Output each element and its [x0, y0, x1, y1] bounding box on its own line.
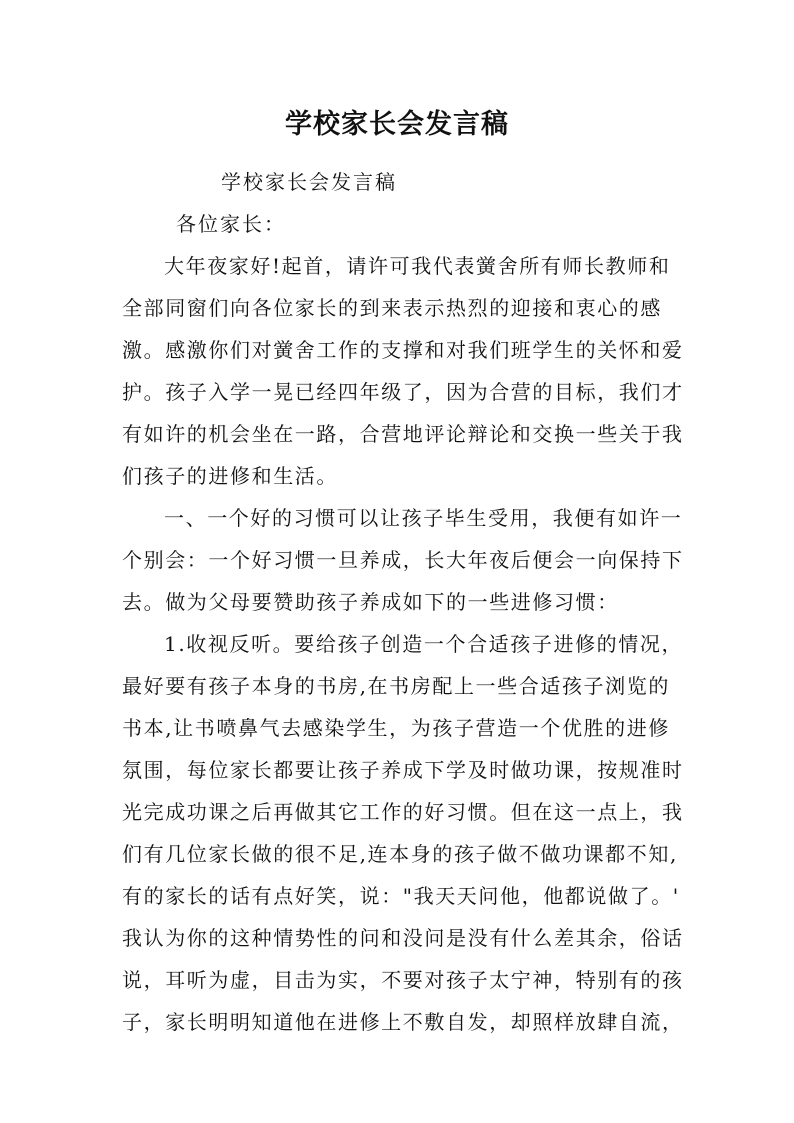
body-line: 激。感激你们对黉舍工作的支撑和对我们班学生的关怀和爱 [122, 338, 684, 362]
body-line: 氛围，每位家长都要让孩子养成下学及时做功课，按规准时 [122, 758, 684, 782]
body-line: 书本,让书喷鼻气去感染学生，为孩子营造一个优胜的进修 [122, 716, 670, 740]
body-line: 们有几位家长做的很不足,连本身的孩子做不做功课都不知, [122, 842, 678, 866]
body-line: 去。做为父母要赞助孩子养成如下的一些进修习惯： [122, 590, 619, 614]
document-subtitle: 学校家长会发言稿 [221, 170, 397, 194]
body-line: 大年夜家好!起首，请许可我代表黉舍所有师长教师和 [164, 254, 671, 278]
body-line: 一、一个好的习惯可以让孩子毕生受用，我便有如许一 [164, 506, 683, 530]
body-line: 个别会：一个好习惯一旦养成，长大年夜后便会一向保持下 [122, 548, 684, 572]
body-line: 护。孩子入学一晃已经四年级了，因为合营的目标，我们才 [122, 380, 684, 404]
salutation: 各位家长： [176, 212, 286, 236]
body-line: 们孩子的进修和生活。 [122, 464, 338, 488]
body-line: 我认为你的这种情势性的问和没问是没有什么差其余，俗话 [122, 926, 684, 950]
body-line: 有如许的机会坐在一路，合营地评论辩论和交换一些关于我 [122, 422, 684, 446]
document-title: 学校家长会发言稿 [285, 109, 509, 140]
body-line: 子，家长明明知道他在进修上不敷自发，却照样放肆自流， [122, 1010, 684, 1034]
body-line: 全部同窗们向各位家长的到来表示热烈的迎接和衷心的感 [122, 296, 662, 320]
body-line: 最好要有孩子本身的书房,在书房配上一些合适孩子浏览的 [122, 674, 670, 698]
body-line: 说，耳听为虚，目击为实，不要对孩子太宁神，特别有的孩 [122, 968, 684, 992]
body-line: 1.收视反听。要给孩子创造一个合适孩子进修的情况， [164, 632, 684, 656]
body-line: 有的家长的话有点好笑，说："我天天问他，他都说做了。' [122, 884, 680, 908]
body-line: 光完成功课之后再做其它工作的好习惯。但在这一点上，我 [122, 800, 684, 824]
